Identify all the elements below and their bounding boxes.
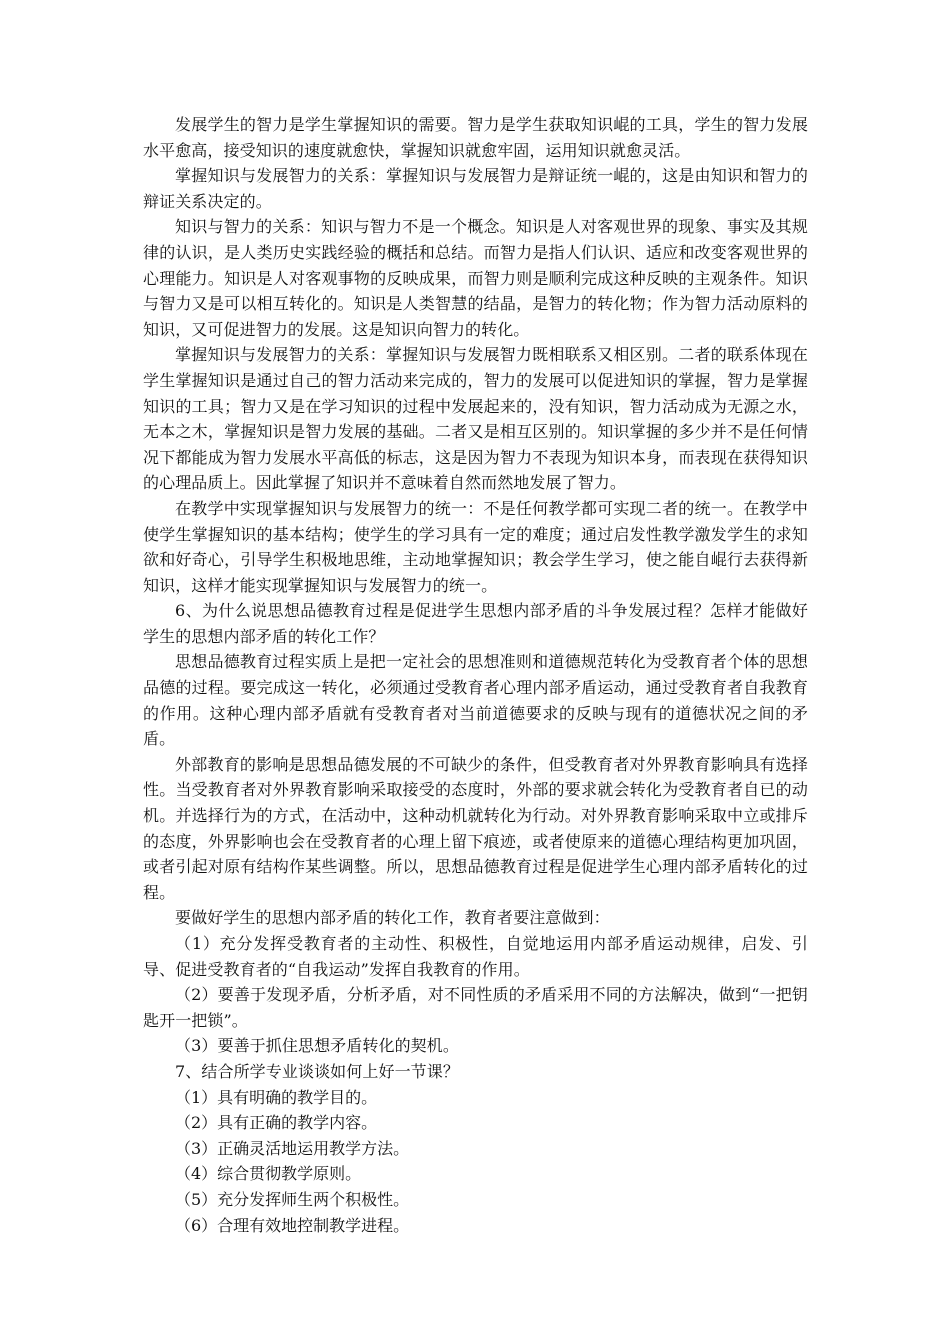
document-page bbox=[143, 112, 808, 1238]
paragraph-point-1: （1）充分发挥受教育者的主动性、积极性，自觉地运用内部矛盾运动规律，启发、引导、促进受教育者的“自我运动”发挥自我教育的作用。 bbox=[143, 934, 808, 979]
paragraph-educator-should: 要做好学生的思想内部矛盾的转化工作，教育者要注意做到： bbox=[175, 908, 610, 928]
paragraph-intellect-need: 发展学生的智力是学生掌握知识的需要。智力是学生获取知识崐的工具，学生的智力发展水平愈高，接受知识的速度就愈快，掌握知识就愈牢固，运用知识就愈灵活。 bbox=[143, 115, 808, 160]
list-item: （2）具有正确的教学内容。 bbox=[175, 1113, 378, 1133]
paragraph-point-2: （2）要善于发现矛盾，分析矛盾，对不同性质的矛盾采用不同的方法解决，做到“一把钥匙开一把锁”。 bbox=[143, 985, 808, 1030]
list-item: （5）充分发挥师生两个积极性。 bbox=[175, 1189, 410, 1209]
paragraph-connection-and-distinction: 掌握知识与发展智力的关系：掌握知识与发展智力既相联系又相区别。二者的联系体现在学生掌握知识是通过自己的智力活动来完成的，智力的发展可以促进知识的掌握，智力是掌握知识的工具；智力又是在学习知识的过程中发展起来的，没有知识，智力活动成为无源之水，无本之木，掌握知识是智力发展的基础。二者又是相互区别的。知识掌握的多少并不是任何情况下都能成为智力发展水平高低的标志，这是因为智力不表现为知识本身，而表现在获得知识的心理品质上。因此掌握了知识并不意味着自然而然地发展了智力。 bbox=[143, 345, 808, 493]
paragraph-knowledge-intellect-unity: 掌握知识与发展智力的关系：掌握知识与发展智力是辩证统一崐的，这是由知识和智力的辩证关系决定的。 bbox=[143, 166, 808, 211]
paragraph-knowledge-vs-intellect: 知识与智力的关系：知识与智力不是一个概念。知识是人对客观世界的现象、事实及其规律的认识，是人类历史实践经验的概括和总结。而智力是指人们认识、适应和改变客观世界的心理能力。知识是人对客观事物的反映成果，而智力则是顺利完成这种反映的主观条件。知识与智力又是可以相互转化的。知识是人类智慧的结晶，是智力的转化物；作为智力活动原料的知识，又可促进智力的发展。这是知识向智力的转化。 bbox=[143, 217, 808, 339]
paragraph-external-influence: 外部教育的影响是思想品德发展的不可缺少的条件，但受教育者对外界教育影响具有选择性。当受教育者对外界教育影响采取接受的态度时，外部的要求就会转化为受教育者自已的动机。并选择行为的方式，在活动中，这种动机就转化为行动。对外界教育影响采取中立或排斥的态度，外界影响也会在受教育者的心理上留下痕迹，或者使原来的道德心理结构更加巩固，或者引起对原有结构作某些调整。所以，思想品德教育过程是促进学生心理内部矛盾转化的过程。 bbox=[143, 754, 808, 902]
paragraph-point-3: （3）要善于抓住思想矛盾转化的契机。 bbox=[175, 1036, 459, 1056]
paragraph-unity-in-teaching: 在教学中实现掌握知识与发展智力的统一：不是任何教学都可实现二者的统一。在教学中使学生掌握知识的基本结构；使学生的学习具有一定的难度；通过启发性教学激发学生的求知欲和好奇心，引导学生积极地思维，主动地掌握知识；教会学生学习，使之能自崐行去获得新知识，这样才能实现掌握知识与发展智力的统一。 bbox=[143, 498, 808, 595]
list-item: （6）合理有效地控制教学进程。 bbox=[175, 1215, 410, 1235]
question-6-heading: 6、为什么说思想品德教育过程是促进学生思想内部矛盾的斗争发展过程？怎样才能做好学生的思想内部矛盾的转化工作？ bbox=[143, 601, 808, 646]
question-7-heading: 7、结合所学专业谈谈如何上好一节课？ bbox=[175, 1061, 459, 1081]
list-item: （4）综合贯彻教学原则。 bbox=[175, 1164, 362, 1184]
list-item: （3）正确灵活地运用教学方法。 bbox=[175, 1138, 410, 1158]
paragraph-moral-education-essence: 思想品德教育过程实质上是把一定社会的思想准则和道德规范转化为受教育者个体的思想品德的过程。要完成这一转化，必须通过受教育者心理内部矛盾运动，通过受教育者自我教育的作用。这种心理内部矛盾就有受教育者对当前道德要求的反映与现有的道德状况之间的矛盾。 bbox=[143, 652, 808, 749]
list-item: （1）具有明确的教学目的。 bbox=[175, 1087, 378, 1107]
